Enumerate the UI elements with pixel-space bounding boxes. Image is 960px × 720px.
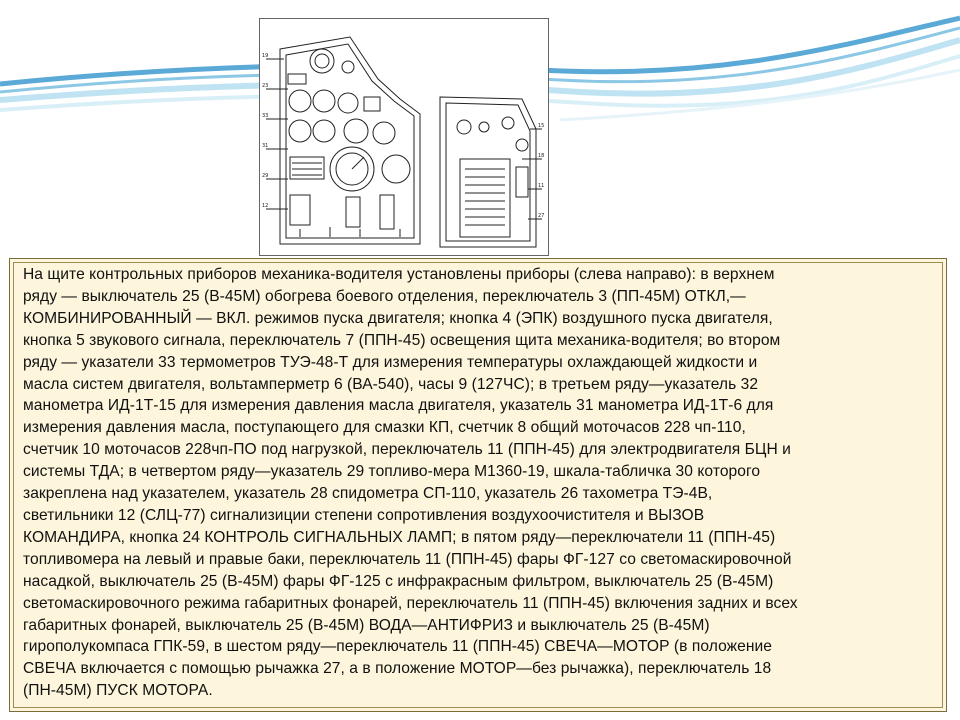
description-line: закреплена над указателем, указатель 28 спидометра СП-110, указатель 26 тахометра ТЭ-4В, [23,485,713,503]
description-line: измерения давления масла, поступающего для смазки КП, счетчик 8 общий моточасов 228 чп-110, [23,419,746,437]
description-line: ряду — выключатель 25 (В-45М) обогрева боевого отделения, переключатель 3 (ПП-45М) ОТКЛ,— [23,287,746,305]
svg-text:27: 27 [538,213,545,219]
description-line: гирополукомпаса ГПК-59, в шестом ряду—переключатель 11 (ППН-45) СВЕЧА—МОТОР (в положение [23,638,772,656]
description-line: ряду — указатели 33 термометров ТУЭ-48-Т для измерения температуры охлаждающей жидкости и [23,353,758,371]
svg-text:23: 23 [262,83,269,89]
svg-text:33: 33 [262,113,269,119]
description-line: СВЕЧА включается с помощью рычажка 27, а в положение МОТОР—без рычажка), переключатель 18 [23,660,772,678]
description-line: светильники 12 (СЛЦ-77) сигнализиции степени сопротивления воздухоочистителя и ВЫЗОВ [23,506,705,524]
description-line: светомаскировочного режима габаритных фонарей, переключатель 11 (ППН-45) включения задних и всех [23,594,798,612]
description-line: насадкой, выключатель 25 (В-45М) фары ФГ-125 с инфракрасным фильтром, выключатель 25 (В-45М) [23,572,774,590]
svg-text:29: 29 [262,173,269,179]
description-line: системы ТДА; в четвертом ряду—указатель 29 топливо-мера М1360-19, шкала-табличка 30 которого [23,463,761,481]
description-line: манометра ИД-1Т-15 для измерения давления масла двигателя, указатель 31 манометра ИД-1Т-6 для [23,397,774,415]
svg-text:15: 15 [538,123,545,129]
description-line: КОМАНДИРА, кнопка 24 КОНТРОЛЬ СИГНАЛЬНЫХ ЛАМП; в пятом ряду—переключатели 11 (ППН-45) [23,528,776,546]
description-line: масла систем двигателя, вольтамперметр 6 (ВА-540), часы 9 (127ЧС); в третьем ряду—указатель 32 [23,375,759,393]
description-line: кнопка 5 звукового сигнала, переключатель 7 (ППН-45) освещения щита механика-водителя; во втором [23,331,781,349]
svg-text:31: 31 [262,143,269,149]
description-line: топливомера на левый и правые баки, переключатель 11 (ППН-45) фары ФГ-127 со светомаскировочной [23,550,792,568]
description-line: На щите контрольных приборов механика-водителя установлены приборы (слева направо): в верхнем [23,266,775,283]
instrument-panel-diagram-icon [259,18,549,256]
description-line: счетчик 10 моточасов 228чп-ПО под нагрузкой, переключатель 11 (ППН-45) для электродвигателя БЦН и [23,441,791,459]
svg-text:12: 12 [262,203,269,209]
svg-text:11: 11 [538,183,545,189]
description-line: (ПН-45М) ПУСК МОТОРА. [23,682,213,700]
svg-text:18: 18 [538,153,545,159]
panel-drawing [260,19,548,255]
description-box [9,258,947,712]
svg-text:19: 19 [262,53,269,59]
description-line: КОМБИНИРОВАННЫЙ — ВКЛ. режимов пуска двигателя; кнопка 4 (ЭПК) воздушного пуска двигателя, [23,309,773,327]
description-line: габаритных фонарей, выключатель 25 (В-45М) ВОДА—АНТИФРИЗ и выключатель 25 (В-45М) [23,616,710,634]
